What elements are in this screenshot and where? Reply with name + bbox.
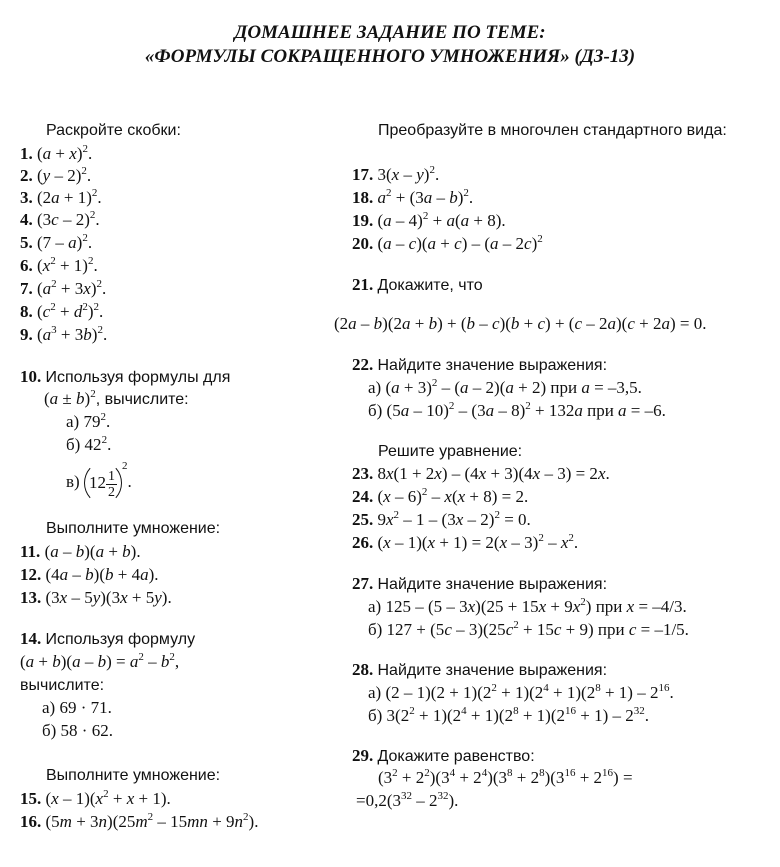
task-8: 8. $(c^2 + d^2)^2$.	[20, 301, 104, 321]
task-24: 24. (x – 6)$^2$ – x(x + 8) = 2.	[352, 486, 529, 506]
task-17: 17. 3(x – y)$^2$.	[352, 164, 440, 184]
task-16: 16. $(5m + 3n)(25m^2 - 15mn + 9n^2)$.	[20, 811, 259, 831]
task-14b: б) 58 · 62.	[42, 721, 113, 740]
task-28a: а) $(2 - 1)(2 + 1)(2^2 + 1)(2^4 + 1)(2^8 + 1) - 2^{16}$.	[368, 682, 674, 702]
task-22b: б) (5a – 10)$^2$ – (3a – 8)$^2$ + 132a при a = –6.	[368, 400, 666, 420]
task-22-text: Найдите значение выражения:	[377, 357, 608, 374]
heading-solve-equation: Решите уравнение:	[378, 443, 523, 460]
task-7: 7. $(a^2 + 3x)^2$.	[20, 278, 107, 298]
task-4: 4. (3c – 2)$^2$.	[20, 209, 100, 229]
task-14-text: Используя формулу	[45, 631, 196, 648]
task-18: 18. $a^2 + (3a - b)^2$.	[352, 187, 474, 207]
task-22a: а) $(a + 3)^2 - (a - 2)(a + 2)$ при a = –3,5.	[368, 377, 642, 397]
task-21-text: Докажите, что	[377, 277, 483, 294]
task-14: 14. Используя формулу	[20, 629, 196, 648]
heading-multiply-1: Выполните умножение:	[46, 520, 221, 537]
task-20: 20. (a – c)(a + c) – (a – 2c)$^2$	[352, 233, 543, 253]
task-14-text-2: вычислите:	[20, 677, 105, 694]
heading-expand-brackets: Раскройте скобки:	[46, 122, 181, 139]
title-line-2: «ФОРМУЛЫ СОКРАЩЕННОГО УМНОЖЕНИЯ» (ДЗ-13)	[144, 46, 636, 67]
task-27a: а) $125 - (5 - 3x)(25 + 15x + 9x^2)$ при x = –4/3.	[368, 596, 687, 616]
task-5: 5. (7 – a)$^2$.	[20, 232, 93, 252]
task-29-formula-1: $(3^2 + 2^2)(3^4 + 2^4)(3^8 + 2^8)(3^{16} + 2^{16})$ =	[378, 767, 633, 787]
heading-standard-polynomial: Преобразуйте в многочлен стандартного вида:	[378, 122, 727, 139]
task-2: 2. (y – 2)$^2$.	[20, 165, 92, 185]
heading-multiply-2: Выполните умножение:	[46, 767, 221, 784]
task-13: 13. (3x – 5y)(3x + 5y).	[20, 588, 172, 607]
task-28-text: Найдите значение выражения:	[377, 662, 608, 679]
task-9: 9. $(a^3 + 3b)^2$.	[20, 324, 108, 344]
task-23: 23. 8x(1 + 2x) – (4x + 3)(4x – 3) = 2x.	[352, 464, 610, 483]
task-28: 28. Найдите значение выражения:	[352, 660, 608, 679]
task-10-text: Используя формулы для	[45, 369, 231, 386]
task-21-formula: (2a – b)(2a + b) + (b – c)(b + c) + (c – 2a)(c + 2a) = 0.	[334, 314, 707, 333]
task-27: 27. Найдите значение выражения:	[352, 574, 608, 593]
task-26: 26. $(x - 1)(x + 1) = 2(x - 3)^2 - x^2$.	[352, 532, 579, 552]
task-10-formula: $(a \pm b)^2$, вычислите:	[44, 388, 189, 408]
task-25: 25. $9x^2 - 1 - (3x - 2)^2 = 0$.	[352, 509, 531, 529]
task-19: 19. (a – 4)$^2$ + a(a + 8).	[352, 210, 506, 230]
task-10b: б) $42^2$.	[66, 434, 112, 454]
task-6: 6. $(x^2 + 1)^2$.	[20, 255, 98, 275]
task-29: 29. Докажите равенство:	[352, 746, 535, 765]
task-11: 11. (a – b)(a + b).	[20, 542, 141, 561]
task-28b: б) $3(2^2 + 1)(2^4 + 1)(2^8 + 1)(2^{16} + 1) - 2^{32}$.	[368, 705, 649, 725]
task-1: 1. $(a + x)^2$.	[20, 143, 93, 163]
task-10: 10. Используя формулы для	[20, 367, 231, 386]
task-22: 22. Найдите значение выражения:	[352, 355, 608, 374]
task-10c: в) 12 $\frac{1}{2}$ $^2$.	[66, 460, 132, 504]
task-29-text: Докажите равенство:	[377, 748, 535, 765]
task-10a: а) $79^2$.	[66, 411, 111, 431]
task-14-formula: $(a + b)(a - b) = a^2 - b^2$,	[20, 651, 180, 671]
task-12: 12. (4a – b)(b + 4a).	[20, 565, 159, 584]
task-15: 15. $(x - 1)(x^2 + x + 1)$.	[20, 788, 171, 808]
title-line-1: ДОМАШНЕЕ ЗАДАНИЕ ПО ТЕМЕ:	[234, 22, 546, 43]
task-27-text: Найдите значение выражения:	[377, 576, 608, 593]
task-3: 3. $(2a + 1)^2$.	[20, 187, 102, 207]
task-29-formula-2: $=0,2(3^{32} - 2^{32})$.	[356, 790, 459, 810]
task-21: 21. Докажите, что	[352, 275, 483, 294]
task-27b: б) $127 + (5c - 3)(25c^2 + 15c + 9)$ при c = –1/5.	[368, 619, 689, 639]
task-10-text-2: , вычислите:	[95, 391, 189, 408]
task-14a: а) 69 · 71.	[42, 698, 112, 717]
